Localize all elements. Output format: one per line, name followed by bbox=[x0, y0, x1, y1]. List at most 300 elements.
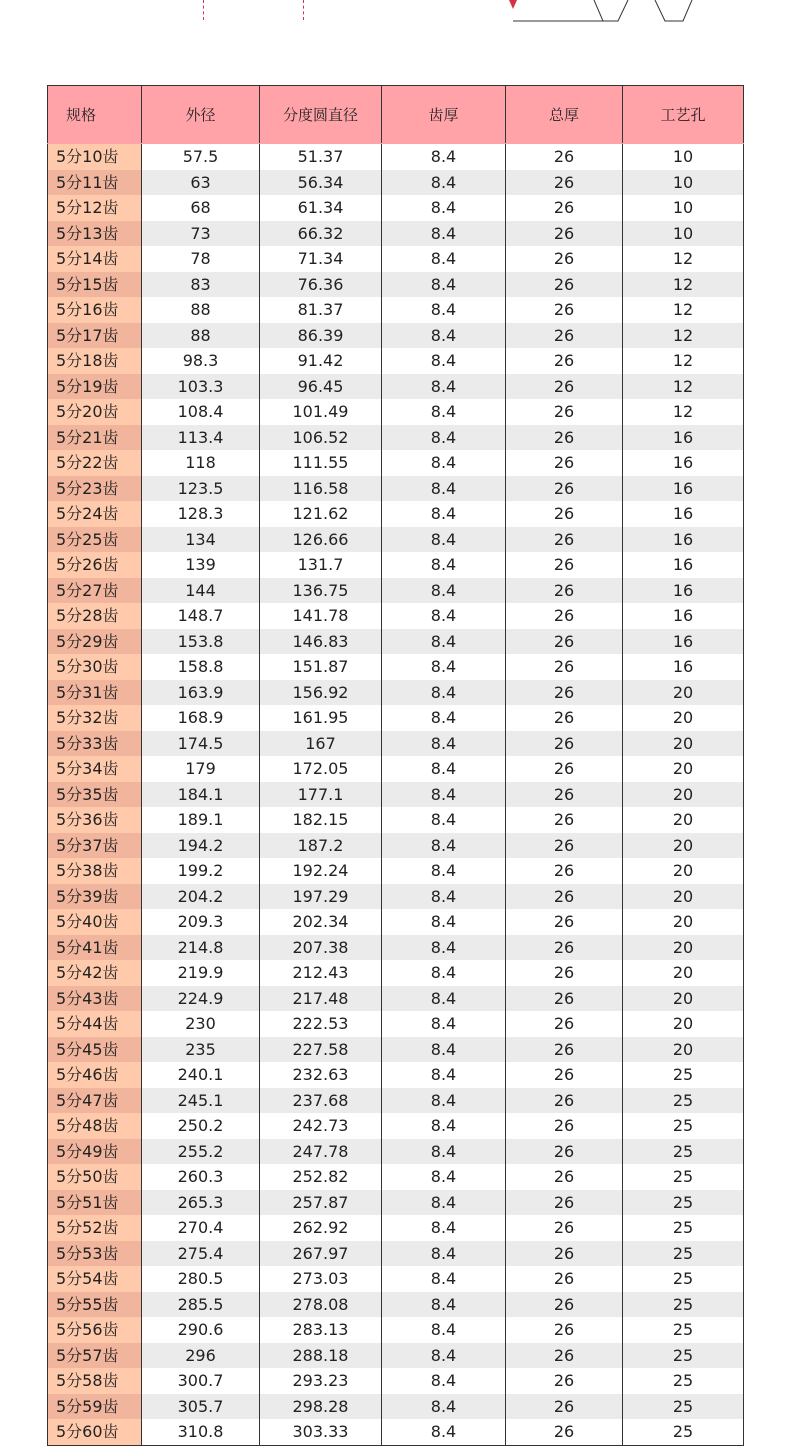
table-row bbox=[48, 935, 744, 961]
total-thickness-cell: 26 bbox=[506, 629, 623, 655]
pitch-diameter-cell: 141.78 bbox=[260, 603, 382, 629]
tooth-thickness-cell: 8.4 bbox=[382, 170, 506, 196]
outer-diameter-cell: 280.5 bbox=[142, 1266, 260, 1292]
outer-diameter-cell: 189.1 bbox=[142, 807, 260, 833]
process-hole-cell: 25 bbox=[623, 1266, 744, 1292]
total-thickness-cell: 26 bbox=[506, 858, 623, 884]
pitch-diameter-cell: 81.37 bbox=[260, 297, 382, 323]
total-thickness-cell: 26 bbox=[506, 782, 623, 808]
process-hole-cell: 25 bbox=[623, 1292, 744, 1318]
tooth-thickness-cell: 8.4 bbox=[382, 1317, 506, 1343]
pitch-diameter-cell: 182.15 bbox=[260, 807, 382, 833]
total-thickness-cell: 26 bbox=[506, 1292, 623, 1318]
spec-cell: 5分11齿 bbox=[48, 170, 142, 196]
outer-diameter-cell: 255.2 bbox=[142, 1139, 260, 1165]
pitch-diameter-cell: 167 bbox=[260, 731, 382, 757]
process-hole-cell: 16 bbox=[623, 603, 744, 629]
pitch-diameter-cell: 252.82 bbox=[260, 1164, 382, 1190]
spec-cell: 5分44齿 bbox=[48, 1011, 142, 1037]
process-hole-cell: 25 bbox=[623, 1113, 744, 1139]
spec-cell: 5分37齿 bbox=[48, 833, 142, 859]
process-hole-cell: 10 bbox=[623, 195, 744, 221]
tooth-thickness-cell: 8.4 bbox=[382, 552, 506, 578]
process-hole-cell: 25 bbox=[623, 1394, 744, 1420]
table-row bbox=[48, 1266, 744, 1292]
table-row bbox=[48, 756, 744, 782]
process-hole-cell: 12 bbox=[623, 272, 744, 298]
table-row bbox=[48, 960, 744, 986]
pitch-diameter-cell: 146.83 bbox=[260, 629, 382, 655]
pitch-diameter-cell: 106.52 bbox=[260, 425, 382, 451]
spec-cell: 5分60齿 bbox=[48, 1419, 142, 1445]
process-hole-cell: 16 bbox=[623, 501, 744, 527]
pitch-diameter-cell: 212.43 bbox=[260, 960, 382, 986]
process-hole-cell: 20 bbox=[623, 705, 744, 731]
pitch-diameter-cell: 217.48 bbox=[260, 986, 382, 1012]
spec-cell: 5分43齿 bbox=[48, 986, 142, 1012]
outer-diameter-cell: 219.9 bbox=[142, 960, 260, 986]
gear-profile-drawing bbox=[510, 0, 700, 24]
header-outer-diameter: 外径 bbox=[142, 86, 260, 144]
total-thickness-cell: 26 bbox=[506, 578, 623, 604]
outer-diameter-cell: 158.8 bbox=[142, 654, 260, 680]
spec-cell: 5分46齿 bbox=[48, 1062, 142, 1088]
tooth-thickness-cell: 8.4 bbox=[382, 654, 506, 680]
table-row bbox=[48, 323, 744, 349]
table-row bbox=[48, 221, 744, 247]
process-hole-cell: 16 bbox=[623, 425, 744, 451]
spec-cell: 5分39齿 bbox=[48, 884, 142, 910]
spec-cell: 5分52齿 bbox=[48, 1215, 142, 1241]
spec-cell: 5分42齿 bbox=[48, 960, 142, 986]
table-row bbox=[48, 705, 744, 731]
process-hole-cell: 25 bbox=[623, 1215, 744, 1241]
pitch-diameter-cell: 126.66 bbox=[260, 527, 382, 553]
spec-cell: 5分48齿 bbox=[48, 1113, 142, 1139]
pitch-diameter-cell: 197.29 bbox=[260, 884, 382, 910]
outer-diameter-cell: 275.4 bbox=[142, 1241, 260, 1267]
total-thickness-cell: 26 bbox=[506, 603, 623, 629]
tooth-thickness-cell: 8.4 bbox=[382, 1113, 506, 1139]
total-thickness-cell: 26 bbox=[506, 1037, 623, 1063]
table-row bbox=[48, 1190, 744, 1216]
total-thickness-cell: 26 bbox=[506, 348, 623, 374]
outer-diameter-cell: 68 bbox=[142, 195, 260, 221]
table-row bbox=[48, 680, 744, 706]
process-hole-cell: 20 bbox=[623, 1011, 744, 1037]
process-hole-cell: 12 bbox=[623, 297, 744, 323]
spec-cell: 5分45齿 bbox=[48, 1037, 142, 1063]
table-header-row bbox=[48, 86, 744, 144]
table-row bbox=[48, 884, 744, 910]
tooth-thickness-cell: 8.4 bbox=[382, 1215, 506, 1241]
spec-cell: 5分14齿 bbox=[48, 246, 142, 272]
total-thickness-cell: 26 bbox=[506, 272, 623, 298]
tooth-thickness-cell: 8.4 bbox=[382, 425, 506, 451]
spec-cell: 5分49齿 bbox=[48, 1139, 142, 1165]
total-thickness-cell: 26 bbox=[506, 527, 623, 553]
tooth-thickness-cell: 8.4 bbox=[382, 1190, 506, 1216]
process-hole-cell: 20 bbox=[623, 884, 744, 910]
process-hole-cell: 16 bbox=[623, 578, 744, 604]
pitch-diameter-cell: 131.7 bbox=[260, 552, 382, 578]
process-hole-cell: 25 bbox=[623, 1241, 744, 1267]
total-thickness-cell: 26 bbox=[506, 246, 623, 272]
table-row bbox=[48, 144, 744, 170]
table-row bbox=[48, 603, 744, 629]
spec-cell: 5分32齿 bbox=[48, 705, 142, 731]
pitch-diameter-cell: 96.45 bbox=[260, 374, 382, 400]
pitch-diameter-cell: 61.34 bbox=[260, 195, 382, 221]
outer-diameter-cell: 250.2 bbox=[142, 1113, 260, 1139]
process-hole-cell: 25 bbox=[623, 1062, 744, 1088]
spec-cell: 5分35齿 bbox=[48, 782, 142, 808]
outer-diameter-cell: 63 bbox=[142, 170, 260, 196]
pitch-diameter-cell: 267.97 bbox=[260, 1241, 382, 1267]
table-row bbox=[48, 1037, 744, 1063]
total-thickness-cell: 26 bbox=[506, 144, 623, 170]
header-tooth-thickness: 齿厚 bbox=[382, 86, 506, 144]
outer-diameter-cell: 113.4 bbox=[142, 425, 260, 451]
header-total-thickness: 总厚 bbox=[506, 86, 623, 144]
tooth-thickness-cell: 8.4 bbox=[382, 1088, 506, 1114]
table-row bbox=[48, 986, 744, 1012]
spec-cell: 5分34齿 bbox=[48, 756, 142, 782]
pitch-diameter-cell: 207.38 bbox=[260, 935, 382, 961]
outer-diameter-cell: 265.3 bbox=[142, 1190, 260, 1216]
pitch-diameter-cell: 222.53 bbox=[260, 1011, 382, 1037]
spec-cell: 5分55齿 bbox=[48, 1292, 142, 1318]
pitch-diameter-cell: 91.42 bbox=[260, 348, 382, 374]
process-hole-cell: 16 bbox=[623, 476, 744, 502]
spec-cell: 5分13齿 bbox=[48, 221, 142, 247]
total-thickness-cell: 26 bbox=[506, 909, 623, 935]
spec-cell: 5分30齿 bbox=[48, 654, 142, 680]
spec-cell: 5分21齿 bbox=[48, 425, 142, 451]
total-thickness-cell: 26 bbox=[506, 1394, 623, 1420]
total-thickness-cell: 26 bbox=[506, 1190, 623, 1216]
spec-cell: 5分58齿 bbox=[48, 1368, 142, 1394]
total-thickness-cell: 26 bbox=[506, 374, 623, 400]
outer-diameter-cell: 108.4 bbox=[142, 399, 260, 425]
table-row bbox=[48, 195, 744, 221]
tooth-thickness-cell: 8.4 bbox=[382, 1241, 506, 1267]
pitch-diameter-cell: 71.34 bbox=[260, 246, 382, 272]
spec-cell: 5分33齿 bbox=[48, 731, 142, 757]
table-row bbox=[48, 476, 744, 502]
table-row bbox=[48, 1062, 744, 1088]
outer-diameter-cell: 174.5 bbox=[142, 731, 260, 757]
tooth-thickness-cell: 8.4 bbox=[382, 323, 506, 349]
process-hole-cell: 12 bbox=[623, 323, 744, 349]
tooth-thickness-cell: 8.4 bbox=[382, 527, 506, 553]
process-hole-cell: 25 bbox=[623, 1164, 744, 1190]
process-hole-cell: 25 bbox=[623, 1317, 744, 1343]
outer-diameter-cell: 305.7 bbox=[142, 1394, 260, 1420]
process-hole-cell: 20 bbox=[623, 858, 744, 884]
pitch-diameter-cell: 242.73 bbox=[260, 1113, 382, 1139]
outer-diameter-cell: 78 bbox=[142, 246, 260, 272]
table-row bbox=[48, 654, 744, 680]
total-thickness-cell: 26 bbox=[506, 552, 623, 578]
table-row bbox=[48, 1113, 744, 1139]
process-hole-cell: 16 bbox=[623, 527, 744, 553]
table-row bbox=[48, 807, 744, 833]
outer-diameter-cell: 230 bbox=[142, 1011, 260, 1037]
pitch-diameter-cell: 303.33 bbox=[260, 1419, 382, 1445]
table-row bbox=[48, 450, 744, 476]
process-hole-cell: 20 bbox=[623, 1037, 744, 1063]
tooth-thickness-cell: 8.4 bbox=[382, 1139, 506, 1165]
table-row bbox=[48, 501, 744, 527]
outer-diameter-cell: 123.5 bbox=[142, 476, 260, 502]
pitch-diameter-cell: 288.18 bbox=[260, 1343, 382, 1369]
spec-cell: 5分28齿 bbox=[48, 603, 142, 629]
total-thickness-cell: 26 bbox=[506, 807, 623, 833]
total-thickness-cell: 26 bbox=[506, 833, 623, 859]
pitch-diameter-cell: 283.13 bbox=[260, 1317, 382, 1343]
process-hole-cell: 20 bbox=[623, 756, 744, 782]
spec-cell: 5分38齿 bbox=[48, 858, 142, 884]
process-hole-cell: 20 bbox=[623, 833, 744, 859]
process-hole-cell: 12 bbox=[623, 348, 744, 374]
spec-cell: 5分10齿 bbox=[48, 144, 142, 170]
tooth-thickness-cell: 8.4 bbox=[382, 1394, 506, 1420]
pitch-diameter-cell: 151.87 bbox=[260, 654, 382, 680]
tooth-thickness-cell: 8.4 bbox=[382, 1011, 506, 1037]
process-hole-cell: 16 bbox=[623, 450, 744, 476]
pitch-diameter-cell: 116.58 bbox=[260, 476, 382, 502]
tooth-thickness-cell: 8.4 bbox=[382, 986, 506, 1012]
total-thickness-cell: 26 bbox=[506, 1343, 623, 1369]
pitch-diameter-cell: 247.78 bbox=[260, 1139, 382, 1165]
tooth-thickness-cell: 8.4 bbox=[382, 374, 506, 400]
tooth-thickness-cell: 8.4 bbox=[382, 501, 506, 527]
outer-diameter-cell: 103.3 bbox=[142, 374, 260, 400]
table-row bbox=[48, 348, 744, 374]
pitch-diameter-cell: 227.58 bbox=[260, 1037, 382, 1063]
tooth-thickness-cell: 8.4 bbox=[382, 1164, 506, 1190]
tooth-thickness-cell: 8.4 bbox=[382, 756, 506, 782]
process-hole-cell: 12 bbox=[623, 246, 744, 272]
table-row bbox=[48, 399, 744, 425]
outer-diameter-cell: 296 bbox=[142, 1343, 260, 1369]
spec-cell: 5分40齿 bbox=[48, 909, 142, 935]
spec-cell: 5分17齿 bbox=[48, 323, 142, 349]
total-thickness-cell: 26 bbox=[506, 221, 623, 247]
process-hole-cell: 20 bbox=[623, 680, 744, 706]
table-row bbox=[48, 246, 744, 272]
total-thickness-cell: 26 bbox=[506, 1266, 623, 1292]
table-row bbox=[48, 1394, 744, 1420]
outer-diameter-cell: 179 bbox=[142, 756, 260, 782]
process-hole-cell: 20 bbox=[623, 960, 744, 986]
total-thickness-cell: 26 bbox=[506, 1062, 623, 1088]
tooth-thickness-cell: 8.4 bbox=[382, 221, 506, 247]
total-thickness-cell: 26 bbox=[506, 884, 623, 910]
outer-diameter-cell: 88 bbox=[142, 323, 260, 349]
tooth-thickness-cell: 8.4 bbox=[382, 578, 506, 604]
total-thickness-cell: 26 bbox=[506, 425, 623, 451]
process-hole-cell: 16 bbox=[623, 629, 744, 655]
total-thickness-cell: 26 bbox=[506, 960, 623, 986]
spec-cell: 5分31齿 bbox=[48, 680, 142, 706]
table-row bbox=[48, 1241, 744, 1267]
outer-diameter-cell: 57.5 bbox=[142, 144, 260, 170]
spec-cell: 5分22齿 bbox=[48, 450, 142, 476]
outer-diameter-cell: 83 bbox=[142, 272, 260, 298]
table-row bbox=[48, 578, 744, 604]
spec-cell: 5分24齿 bbox=[48, 501, 142, 527]
pitch-diameter-cell: 66.32 bbox=[260, 221, 382, 247]
table-row bbox=[48, 833, 744, 859]
spec-cell: 5分51齿 bbox=[48, 1190, 142, 1216]
outer-diameter-cell: 139 bbox=[142, 552, 260, 578]
tooth-thickness-cell: 8.4 bbox=[382, 246, 506, 272]
table-row bbox=[48, 552, 744, 578]
total-thickness-cell: 26 bbox=[506, 1241, 623, 1267]
table-row bbox=[48, 1317, 744, 1343]
process-hole-cell: 12 bbox=[623, 374, 744, 400]
spec-cell: 5分27齿 bbox=[48, 578, 142, 604]
spec-cell: 5分20齿 bbox=[48, 399, 142, 425]
process-hole-cell: 25 bbox=[623, 1368, 744, 1394]
outer-diameter-cell: 134 bbox=[142, 527, 260, 553]
outer-diameter-cell: 184.1 bbox=[142, 782, 260, 808]
tooth-thickness-cell: 8.4 bbox=[382, 144, 506, 170]
process-hole-cell: 25 bbox=[623, 1343, 744, 1369]
total-thickness-cell: 26 bbox=[506, 756, 623, 782]
table-row bbox=[48, 1139, 744, 1165]
gear-spec-table bbox=[47, 85, 744, 1446]
outer-diameter-cell: 240.1 bbox=[142, 1062, 260, 1088]
table-row bbox=[48, 527, 744, 553]
table-row bbox=[48, 909, 744, 935]
process-hole-cell: 10 bbox=[623, 144, 744, 170]
outer-diameter-cell: 209.3 bbox=[142, 909, 260, 935]
tooth-thickness-cell: 8.4 bbox=[382, 960, 506, 986]
spec-cell: 5分18齿 bbox=[48, 348, 142, 374]
tooth-thickness-cell: 8.4 bbox=[382, 1037, 506, 1063]
spec-cell: 5分15齿 bbox=[48, 272, 142, 298]
total-thickness-cell: 26 bbox=[506, 1011, 623, 1037]
total-thickness-cell: 26 bbox=[506, 1088, 623, 1114]
total-thickness-cell: 26 bbox=[506, 986, 623, 1012]
table-row bbox=[48, 629, 744, 655]
spec-cell: 5分59齿 bbox=[48, 1394, 142, 1420]
outer-diameter-cell: 270.4 bbox=[142, 1215, 260, 1241]
pitch-diameter-cell: 51.37 bbox=[260, 144, 382, 170]
table-row bbox=[48, 1088, 744, 1114]
pitch-diameter-cell: 187.2 bbox=[260, 833, 382, 859]
process-hole-cell: 10 bbox=[623, 221, 744, 247]
tooth-thickness-cell: 8.4 bbox=[382, 935, 506, 961]
total-thickness-cell: 26 bbox=[506, 297, 623, 323]
table-row bbox=[48, 731, 744, 757]
outer-diameter-cell: 73 bbox=[142, 221, 260, 247]
spec-cell: 5分19齿 bbox=[48, 374, 142, 400]
tooth-thickness-cell: 8.4 bbox=[382, 1292, 506, 1318]
process-hole-cell: 25 bbox=[623, 1190, 744, 1216]
pitch-diameter-cell: 192.24 bbox=[260, 858, 382, 884]
pitch-diameter-cell: 202.34 bbox=[260, 909, 382, 935]
pitch-diameter-cell: 298.28 bbox=[260, 1394, 382, 1420]
pitch-diameter-cell: 161.95 bbox=[260, 705, 382, 731]
table-row bbox=[48, 374, 744, 400]
spec-cell: 5分53齿 bbox=[48, 1241, 142, 1267]
process-hole-cell: 20 bbox=[623, 731, 744, 757]
pitch-diameter-cell: 136.75 bbox=[260, 578, 382, 604]
pitch-diameter-cell: 101.49 bbox=[260, 399, 382, 425]
tooth-thickness-cell: 8.4 bbox=[382, 629, 506, 655]
pitch-diameter-cell: 237.68 bbox=[260, 1088, 382, 1114]
total-thickness-cell: 26 bbox=[506, 1215, 623, 1241]
outer-diameter-cell: 245.1 bbox=[142, 1088, 260, 1114]
tooth-thickness-cell: 8.4 bbox=[382, 909, 506, 935]
dimension-dash-line-right bbox=[303, 0, 304, 20]
total-thickness-cell: 26 bbox=[506, 654, 623, 680]
outer-diameter-cell: 118 bbox=[142, 450, 260, 476]
pitch-diameter-cell: 262.92 bbox=[260, 1215, 382, 1241]
outer-diameter-cell: 224.9 bbox=[142, 986, 260, 1012]
header-spec: 规格 bbox=[48, 86, 142, 144]
table-row bbox=[48, 858, 744, 884]
tooth-thickness-cell: 8.4 bbox=[382, 1368, 506, 1394]
tooth-thickness-cell: 8.4 bbox=[382, 705, 506, 731]
pitch-diameter-cell: 257.87 bbox=[260, 1190, 382, 1216]
table-row bbox=[48, 272, 744, 298]
pitch-diameter-cell: 177.1 bbox=[260, 782, 382, 808]
outer-diameter-cell: 204.2 bbox=[142, 884, 260, 910]
tooth-thickness-cell: 8.4 bbox=[382, 272, 506, 298]
tooth-thickness-cell: 8.4 bbox=[382, 680, 506, 706]
total-thickness-cell: 26 bbox=[506, 1368, 623, 1394]
tooth-thickness-cell: 8.4 bbox=[382, 1419, 506, 1445]
total-thickness-cell: 26 bbox=[506, 399, 623, 425]
outer-diameter-cell: 194.2 bbox=[142, 833, 260, 859]
spec-cell: 5分56齿 bbox=[48, 1317, 142, 1343]
header-process-hole: 工艺孔 bbox=[623, 86, 744, 144]
total-thickness-cell: 26 bbox=[506, 501, 623, 527]
table-row bbox=[48, 297, 744, 323]
pitch-diameter-cell: 121.62 bbox=[260, 501, 382, 527]
table-row bbox=[48, 1419, 744, 1445]
outer-diameter-cell: 310.8 bbox=[142, 1419, 260, 1445]
pitch-diameter-cell: 293.23 bbox=[260, 1368, 382, 1394]
tooth-thickness-cell: 8.4 bbox=[382, 1062, 506, 1088]
outer-diameter-cell: 163.9 bbox=[142, 680, 260, 706]
total-thickness-cell: 26 bbox=[506, 1317, 623, 1343]
outer-diameter-cell: 214.8 bbox=[142, 935, 260, 961]
tooth-thickness-cell: 8.4 bbox=[382, 833, 506, 859]
table-row bbox=[48, 1343, 744, 1369]
spec-cell: 5分12齿 bbox=[48, 195, 142, 221]
outer-diameter-cell: 148.7 bbox=[142, 603, 260, 629]
tooth-thickness-cell: 8.4 bbox=[382, 603, 506, 629]
outer-diameter-cell: 260.3 bbox=[142, 1164, 260, 1190]
outer-diameter-cell: 168.9 bbox=[142, 705, 260, 731]
outer-diameter-cell: 88 bbox=[142, 297, 260, 323]
tooth-thickness-cell: 8.4 bbox=[382, 731, 506, 757]
pitch-diameter-cell: 232.63 bbox=[260, 1062, 382, 1088]
spec-cell: 5分41齿 bbox=[48, 935, 142, 961]
total-thickness-cell: 26 bbox=[506, 680, 623, 706]
tooth-thickness-cell: 8.4 bbox=[382, 807, 506, 833]
table-row bbox=[48, 1368, 744, 1394]
tooth-thickness-cell: 8.4 bbox=[382, 399, 506, 425]
outer-diameter-cell: 285.5 bbox=[142, 1292, 260, 1318]
tooth-thickness-cell: 8.4 bbox=[382, 782, 506, 808]
